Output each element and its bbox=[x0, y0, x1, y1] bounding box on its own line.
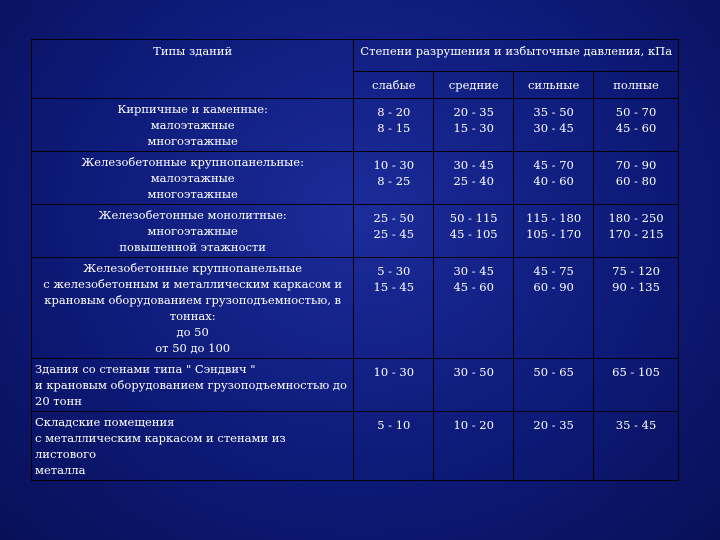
building-type-line: Кирпичные и каменные: bbox=[117, 102, 268, 116]
table-row bbox=[32, 412, 679, 481]
pressure-cell bbox=[434, 152, 514, 205]
pressure-value: 40 - 60 bbox=[533, 174, 574, 188]
pressure-value: 115 - 180 bbox=[526, 211, 582, 225]
pressure-cell bbox=[434, 258, 514, 359]
pressure-cell bbox=[514, 99, 594, 152]
building-type-line: Железобетонные монолитные: bbox=[98, 208, 287, 222]
pressure-value: 10 - 20 bbox=[453, 418, 494, 432]
building-type-line: крановым оборудованием грузоподъемностью, в bbox=[44, 293, 342, 307]
pressure-value: 8 - 20 bbox=[377, 105, 411, 119]
table-row bbox=[32, 258, 679, 359]
building-type-line: 20 тонн bbox=[35, 394, 82, 408]
pressure-value: 50 - 115 bbox=[449, 211, 498, 225]
table-row bbox=[32, 359, 679, 412]
building-type-line: многоэтажные bbox=[147, 224, 238, 238]
pressure-value: 30 - 45 bbox=[533, 121, 574, 135]
pressure-value: 65 - 105 bbox=[612, 365, 660, 379]
pressure-cell bbox=[594, 152, 679, 205]
header-col-weak: слабые bbox=[354, 72, 434, 99]
pressure-value: 75 - 120 bbox=[612, 264, 660, 278]
data-table bbox=[31, 39, 679, 481]
building-type-line: с металлическим каркасом и стенами из листового bbox=[35, 431, 286, 461]
pressure-value: 170 - 215 bbox=[608, 227, 664, 241]
pressure-cell bbox=[594, 412, 679, 481]
pressure-cell bbox=[594, 258, 679, 359]
pressure-value: 25 - 40 bbox=[453, 174, 494, 188]
building-type-cell bbox=[32, 258, 354, 359]
table-row bbox=[32, 205, 679, 258]
pressure-value: 50 - 65 bbox=[533, 365, 574, 379]
header-col-medium: средние bbox=[434, 72, 514, 99]
pressure-cell bbox=[434, 412, 514, 481]
pressure-cell bbox=[514, 412, 594, 481]
pressure-cell bbox=[354, 152, 434, 205]
pressure-value: 35 - 45 bbox=[615, 418, 657, 432]
building-type-line: и крановым оборудованием грузоподъемностью до bbox=[35, 378, 347, 392]
building-type-line: малоэтажные bbox=[150, 118, 235, 132]
building-type-line: многоэтажные bbox=[147, 134, 238, 148]
pressure-value: 15 - 45 bbox=[373, 280, 415, 294]
building-type-line: с железобетонным и металлическим каркасом и bbox=[43, 277, 343, 291]
building-type-cell bbox=[32, 152, 354, 205]
pressure-value: 10 - 30 bbox=[373, 158, 415, 172]
pressure-cell bbox=[354, 359, 434, 412]
pressure-value: 45 - 75 bbox=[533, 264, 574, 278]
pressure-value: 35 - 50 bbox=[533, 105, 574, 119]
pressure-cell bbox=[594, 99, 679, 152]
pressure-value: 70 - 90 bbox=[615, 158, 657, 172]
header-degrees: Степени разрушения и избыточные давления, кПа bbox=[354, 40, 679, 72]
header-building-types: Типы зданий bbox=[32, 40, 354, 99]
building-type-line: от 50 до 100 bbox=[155, 341, 231, 355]
building-type-line: многоэтажные bbox=[147, 187, 238, 201]
building-type-cell bbox=[32, 99, 354, 152]
building-type-line: Складские помещения bbox=[35, 415, 175, 429]
pressure-value: 105 - 170 bbox=[526, 227, 582, 241]
pressure-cell bbox=[514, 258, 594, 359]
pressure-value: 5 - 30 bbox=[377, 264, 411, 278]
building-type-line: металла bbox=[35, 463, 86, 477]
pressure-value: 60 - 80 bbox=[615, 174, 657, 188]
table-body bbox=[32, 99, 679, 481]
pressure-value: 25 - 45 bbox=[373, 227, 415, 241]
building-type-line: Железобетонные крупнопанельные: bbox=[81, 155, 304, 169]
table-row bbox=[32, 152, 679, 205]
building-type-cell bbox=[32, 205, 354, 258]
building-type-line: малоэтажные bbox=[150, 171, 235, 185]
pressure-value: 25 - 50 bbox=[373, 211, 415, 225]
pressure-value: 30 - 45 bbox=[453, 264, 494, 278]
pressure-cell bbox=[514, 205, 594, 258]
pressure-value: 180 - 250 bbox=[608, 211, 664, 225]
building-type-line: до 50 bbox=[176, 325, 209, 339]
pressure-value: 10 - 30 bbox=[373, 365, 415, 379]
pressure-value: 5 - 10 bbox=[377, 418, 411, 432]
pressure-cell bbox=[434, 99, 514, 152]
building-type-line: Здания со стенами типа " Сэндвич " bbox=[35, 362, 256, 376]
building-type-cell bbox=[32, 359, 354, 412]
header-col-strong: сильные bbox=[514, 72, 594, 99]
building-type-line: тоннах: bbox=[169, 309, 216, 323]
pressure-cell bbox=[354, 258, 434, 359]
pressure-value: 45 - 70 bbox=[533, 158, 574, 172]
pressure-cell bbox=[354, 99, 434, 152]
pressure-value: 60 - 90 bbox=[533, 280, 574, 294]
pressure-cell bbox=[514, 359, 594, 412]
pressure-value: 15 - 30 bbox=[453, 121, 494, 135]
header-col-full: полные bbox=[594, 72, 679, 99]
pressure-value: 50 - 70 bbox=[615, 105, 657, 119]
building-type-line: повышенной этажности bbox=[119, 240, 266, 254]
pressure-cell bbox=[354, 412, 434, 481]
pressure-value: 8 - 25 bbox=[377, 174, 411, 188]
pressure-cell bbox=[354, 205, 434, 258]
pressure-value: 8 - 15 bbox=[377, 121, 411, 135]
pressure-value: 30 - 50 bbox=[453, 365, 494, 379]
building-type-cell bbox=[32, 412, 354, 481]
pressure-cell bbox=[434, 205, 514, 258]
pressure-value: 30 - 45 bbox=[453, 158, 494, 172]
pressure-cell bbox=[594, 205, 679, 258]
pressure-value: 90 - 135 bbox=[612, 280, 660, 294]
pressure-cell bbox=[594, 359, 679, 412]
pressure-value: 45 - 105 bbox=[449, 227, 498, 241]
pressure-value: 20 - 35 bbox=[453, 105, 494, 119]
table-row bbox=[32, 99, 679, 152]
pressure-value: 45 - 60 bbox=[615, 121, 657, 135]
building-type-line: Железобетонные крупнопанельные bbox=[83, 261, 303, 275]
pressure-cell bbox=[514, 152, 594, 205]
pressure-value: 20 - 35 bbox=[533, 418, 574, 432]
pressure-value: 45 - 60 bbox=[453, 280, 494, 294]
pressure-cell bbox=[434, 359, 514, 412]
